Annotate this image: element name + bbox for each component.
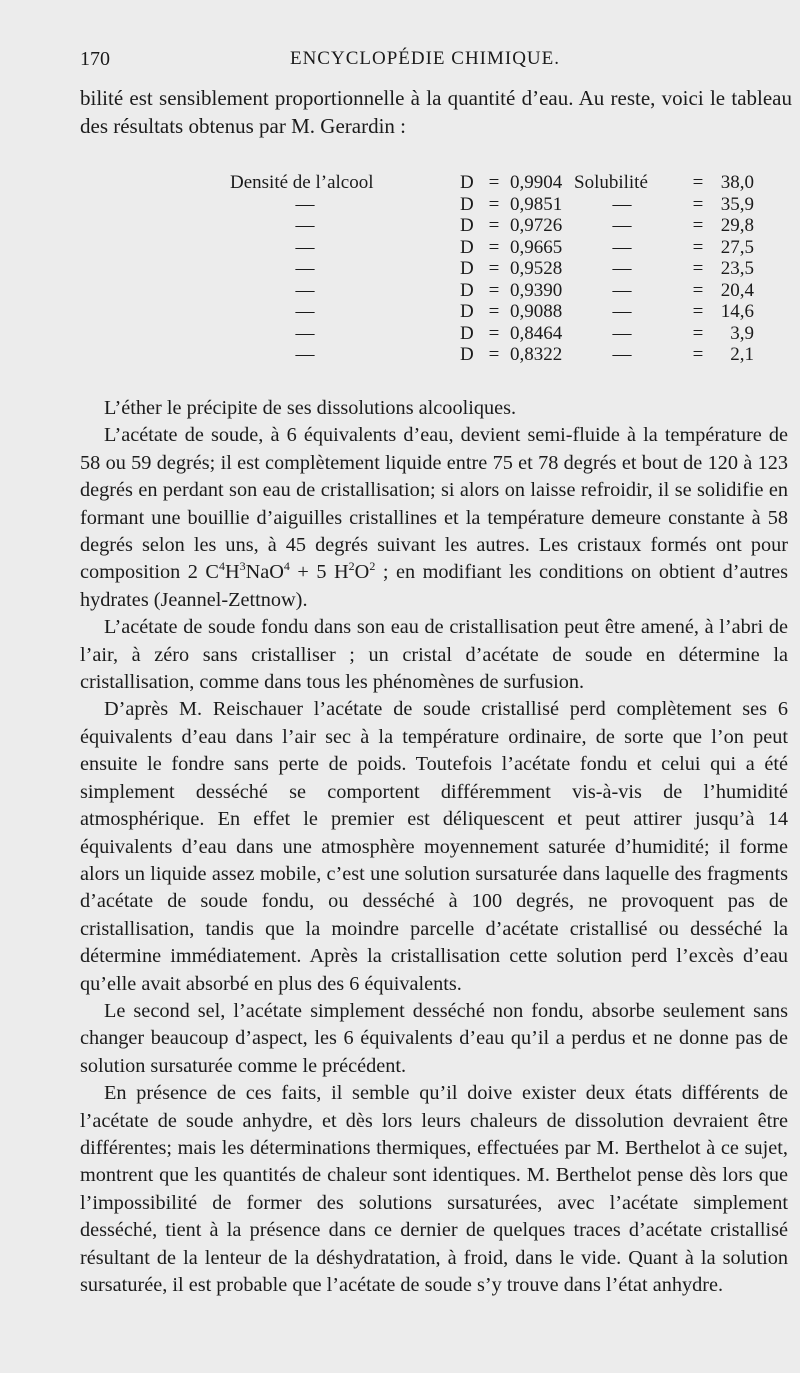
density-symbol: D bbox=[460, 215, 474, 236]
ditto-mark: — bbox=[295, 215, 315, 236]
formula-sup: 3 bbox=[239, 559, 246, 574]
ditto-mark: — bbox=[295, 301, 315, 322]
body-text bbox=[80, 395, 788, 1299]
running-title: ENCYCLOPÉDIE CHIMIQUE. bbox=[289, 48, 561, 69]
equals-sign: = bbox=[488, 322, 500, 344]
ditto-mark: — bbox=[295, 279, 315, 301]
table-row bbox=[230, 215, 754, 237]
ditto-mark: — bbox=[612, 279, 632, 301]
equals-sign: = bbox=[488, 215, 500, 236]
density-value: 0,9390 bbox=[510, 279, 563, 301]
solubility-value: 35,9 bbox=[720, 193, 754, 215]
paragraph-acetate-fusion-text: L’acétate de soude, à 6 équivalents d’eau, devient semi-fluide à la température de 58 ou 59 degrés; il est complètement liquide entre 75 et 78 degrés et bout de 120 à 123 degrés en perdant son eau de cristallisation; si alors on laisse refroidir, il se solidifie en formant une bouillie d’aiguilles cristallines et la température demeure constante à 58 degrés selon les uns, à 45 degrés suivant les autres. Les cristaux formés ont pour composition 2 C bbox=[80, 424, 788, 584]
ditto-mark: — bbox=[612, 236, 632, 258]
equals-sign: = bbox=[692, 279, 704, 301]
paragraph-acetate-fusion-end: ; en modifiant les conditions on obtient d’autres hydrates (Jeannel-Zettnow). bbox=[80, 561, 788, 611]
density-symbol: D bbox=[460, 236, 474, 258]
equals-sign: = bbox=[488, 258, 500, 279]
table-row bbox=[230, 301, 754, 323]
solubility-table bbox=[230, 172, 754, 366]
density-symbol: D bbox=[460, 172, 474, 193]
solubility-value: 27,5 bbox=[720, 236, 754, 258]
equals-sign: = bbox=[488, 301, 500, 322]
formula-sup: 4 bbox=[218, 559, 225, 574]
density-value: 0,9088 bbox=[510, 301, 563, 322]
density-value: 0,8464 bbox=[510, 322, 563, 344]
density-value: 0,9528 bbox=[510, 258, 563, 279]
density-symbol: D bbox=[460, 344, 474, 365]
ditto-mark: — bbox=[612, 301, 632, 322]
ditto-mark: — bbox=[295, 236, 315, 258]
equals-sign: = bbox=[488, 279, 500, 301]
table-row bbox=[230, 280, 754, 302]
equals-sign: = bbox=[692, 172, 704, 193]
ditto-mark: — bbox=[295, 322, 315, 344]
equals-sign: = bbox=[692, 236, 704, 258]
table-row bbox=[230, 258, 754, 280]
formula-part: + 5 H bbox=[289, 561, 349, 584]
ditto-mark: — bbox=[612, 258, 632, 279]
paragraph-acetate-fusion bbox=[80, 422, 788, 614]
density-value: 0,8322 bbox=[510, 344, 563, 365]
density-value: 0,9665 bbox=[510, 236, 563, 258]
ditto-mark: — bbox=[295, 344, 315, 365]
density-symbol: D bbox=[460, 258, 474, 279]
formula-sup: 4 bbox=[283, 559, 290, 574]
paragraph-berthelot: En présence de ces faits, il semble qu’il doive exister deux états différents de l’acétate de soude anhydre, et dès lors leurs chaleurs de dissolution devraient être différentes; mais les déterminations thermiques, effectuées par M. Berthelot à ce sujet, montrent que les quantités de chaleur sont identiques. M. Berthelot pense dès lors que l’impossibilité de former des solutions sursaturées, avec l’acétate simplement desséché, tient à la présence dans ce dernier de quelques traces d’acétate cristallisé résultant de la lenteur de la déshydratation, à froid, dans le vide. Quant à la solution sursaturée, il est probable que l’acétate de soude s’y trouve dans l’état anhydre. bbox=[80, 1082, 788, 1296]
density-symbol: D bbox=[460, 279, 474, 301]
intro-text: bilité est sensiblement proportionnelle à la quantité d’eau. Au reste, voici le tableau des résultats obtenus par M. Gerardin : bbox=[80, 86, 792, 138]
solubility-value: 14,6 bbox=[720, 301, 754, 322]
ditto-mark: — bbox=[612, 344, 632, 365]
equals-sign: = bbox=[692, 344, 704, 365]
equals-sign: = bbox=[692, 301, 704, 322]
ditto-mark: — bbox=[612, 193, 632, 215]
table-row bbox=[230, 344, 754, 366]
equals-sign: = bbox=[488, 193, 500, 215]
equals-sign: = bbox=[692, 193, 704, 215]
solubility-value: 38,0 bbox=[720, 172, 754, 193]
density-value: 0,9904 bbox=[510, 172, 563, 193]
density-header-label: Densité de l’alcool bbox=[230, 172, 374, 193]
ditto-mark: — bbox=[295, 258, 315, 279]
equals-sign: = bbox=[692, 215, 704, 236]
formula-sup: 2 bbox=[348, 559, 355, 574]
formula-part: O bbox=[354, 561, 370, 584]
solubility-value: 20,4 bbox=[720, 279, 754, 301]
density-symbol: D bbox=[460, 301, 474, 322]
paragraph-reischauer: D’après M. Reischauer l’acétate de soude cristallisé perd complètement ses 6 équivalents d’eau dans l’air sec à la température ordinaire, de sorte que l’on peut ensuite le fondre sans perte de poids. Toutefois l’acétate fondu et celui qui a été simplement desséché se comportent différemment vis-à-vis de l’humidité atmosphérique. En effet le premier est déliquescent et peut attirer jusqu’à 14 équivalents d’eau dans une atmosphère moyennement saturée d’humidité; il forme alors un liquide assez mobile, c’est une solution sursaturée dans laquelle des fragments d’acétate de soude fondu, ou desséché à 100 degrés, ne provoquent pas de cristallisation, tandis que la moindre parcelle d’acétate cristallisé ou desséché la détermine immédiatement. Après la cristallisation cette solution perd l’excès d’eau qu’elle avait absorbé en plus des 6 équivalents. bbox=[80, 698, 788, 995]
density-value: 0,9726 bbox=[510, 215, 563, 236]
solubility-header-label: Solubilité bbox=[574, 172, 648, 193]
formula-part: NaO bbox=[245, 561, 284, 584]
table-row bbox=[230, 237, 754, 259]
table-row bbox=[230, 323, 754, 345]
page-header bbox=[80, 48, 770, 72]
density-symbol: D bbox=[460, 193, 474, 215]
intro-paragraph bbox=[80, 84, 792, 140]
solubility-value: 23,5 bbox=[720, 258, 754, 279]
paragraph-ether: L’éther le précipite de ses dissolutions alcooliques. bbox=[104, 397, 517, 419]
formula-sup: 2 bbox=[369, 559, 376, 574]
paragraph-surfusion: L’acétate de soude fondu dans son eau de cristallisation peut être amené, à l’abri de l’air, à zéro sans cristalliser ; un cristal d’acétate de soude en détermine la cristallisation, comme dans tous les phénomènes de surfusion. bbox=[80, 616, 788, 694]
ditto-mark: — bbox=[612, 215, 632, 236]
formula-part: H bbox=[224, 561, 240, 584]
equals-sign: = bbox=[488, 236, 500, 258]
density-symbol: D bbox=[460, 322, 474, 344]
density-value: 0,9851 bbox=[510, 193, 563, 215]
solubility-value: 29,8 bbox=[720, 215, 754, 236]
solubility-value: 2,1 bbox=[730, 344, 754, 365]
equals-sign: = bbox=[692, 258, 704, 279]
equals-sign: = bbox=[488, 344, 500, 365]
table-row bbox=[230, 194, 754, 216]
table-row bbox=[230, 172, 754, 194]
solubility-value: 3,9 bbox=[730, 322, 754, 344]
ditto-mark: — bbox=[612, 322, 632, 344]
paragraph-second-salt: Le second sel, l’acétate simplement desséché non fondu, absorbe seulement sans changer beaucoup d’aspect, les 6 équivalents d’eau qu’il a perdus et ne donne pas de solution sursaturée comme le précédent. bbox=[80, 999, 788, 1077]
page-number: 170 bbox=[80, 48, 110, 70]
table-body bbox=[230, 172, 754, 366]
equals-sign: = bbox=[692, 322, 704, 344]
ditto-mark: — bbox=[295, 193, 315, 215]
equals-sign: = bbox=[488, 172, 500, 193]
